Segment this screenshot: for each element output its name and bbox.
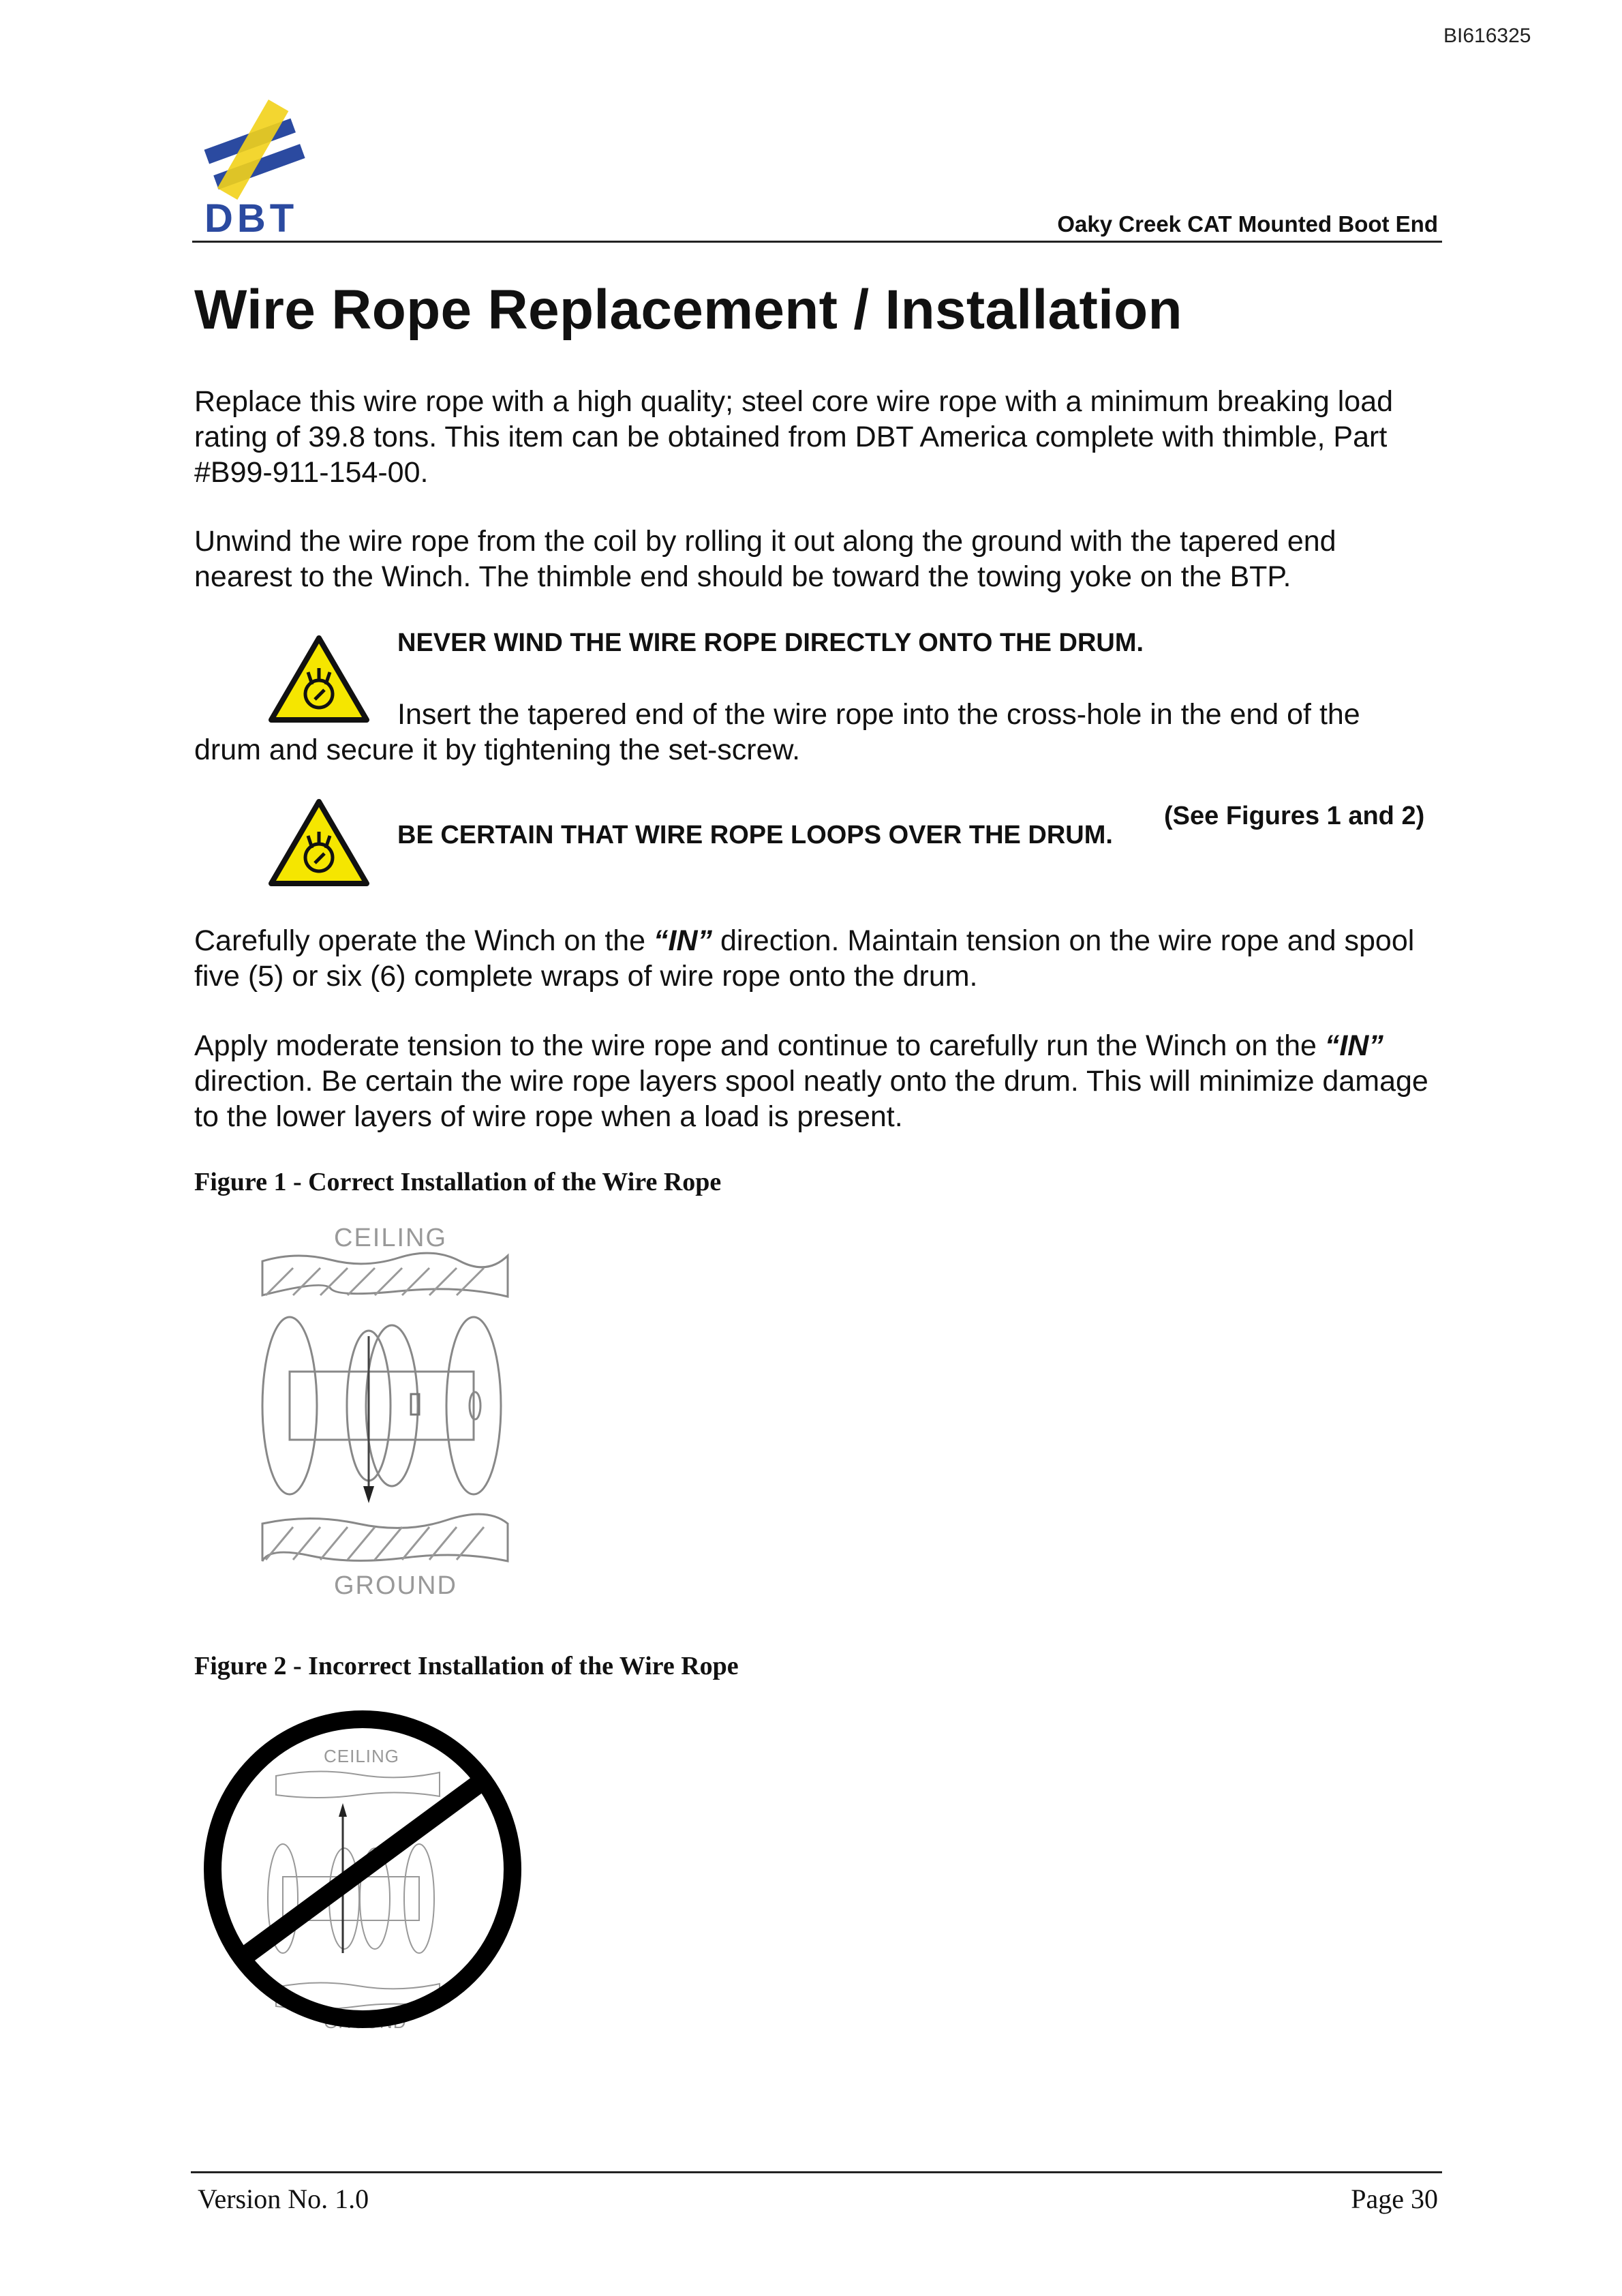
warning-icon — [267, 798, 371, 888]
see-figures-note: (See Figures 1 and 2) — [1164, 802, 1425, 830]
paragraph-apply-tension: Apply moderate tension to the wire rope and continue to carefully run the Winch on the “IN” direction. Be certain the wire rope layers spool neatly onto the drum. This will minimize damage to the lower layers of wire rope when a load is present. — [194, 1029, 1428, 1133]
fig2-ground-label: GROUND — [324, 2012, 407, 2031]
svg-text:DBT: DBT — [204, 196, 299, 239]
paragraph-operate-winch: Carefully operate the Winch on the “IN” direction. Maintain tension on the wire rope and spool five (5) or six (6) complete wraps of wire rope onto the drum. — [194, 924, 1415, 993]
figure-1-caption: Figure 1 - Correct Installation of the Wire Rope — [194, 1168, 722, 1196]
insert-instruction-line1: Insert the tapered end of the wire rope into the cross-hole in the end of the — [397, 698, 1360, 731]
header-rule — [192, 241, 1442, 243]
warning-never-wind: NEVER WIND THE WIRE ROPE DIRECTLY ONTO THE DRUM. — [397, 629, 1144, 657]
footer-page-number: Page 30 — [1351, 2184, 1438, 2214]
paragraph-replace-rope: Replace this wire rope with a high quality; steel core wire rope with a minimum breaking load rating of 39.8 tons. This item can be obtained from DBT America complete with thimble, Part #B99-911-154-00. — [194, 385, 1394, 489]
warning-loops-over-drum: BE CERTAIN THAT WIRE ROPE LOOPS OVER THE DRUM. — [397, 821, 1113, 849]
warning-icon — [267, 634, 371, 724]
page-title: Wire Rope Replacement / Installation — [194, 279, 1182, 341]
figure-2-caption: Figure 2 - Incorrect Installation of the Wire Rope — [194, 1652, 739, 1680]
fig2-ceiling-label: CEILING — [324, 1746, 400, 1766]
dbt-logo — [199, 95, 308, 239]
fig1-ceiling-label: CEILING — [334, 1224, 448, 1252]
paragraph-unwind-rope: Unwind the wire rope from the coil by rolling it out along the ground with the tapered end nearest to the Winch. The thimble end should be toward the towing yoke on the BTP. — [194, 525, 1336, 593]
document-id: BI616325 — [1443, 25, 1531, 47]
figure-1-correct-installation — [256, 1220, 528, 1602]
insert-instruction-line2: drum and secure it by tightening the set-screw. — [194, 734, 801, 766]
header-subtitle: Oaky Creek CAT Mounted Boot End — [1057, 211, 1438, 237]
footer-rule — [191, 2171, 1442, 2173]
fig1-ground-label: GROUND — [334, 1571, 457, 1600]
figure-2-incorrect-installation — [201, 1708, 525, 2031]
footer-version: Version No. 1.0 — [198, 2184, 369, 2214]
